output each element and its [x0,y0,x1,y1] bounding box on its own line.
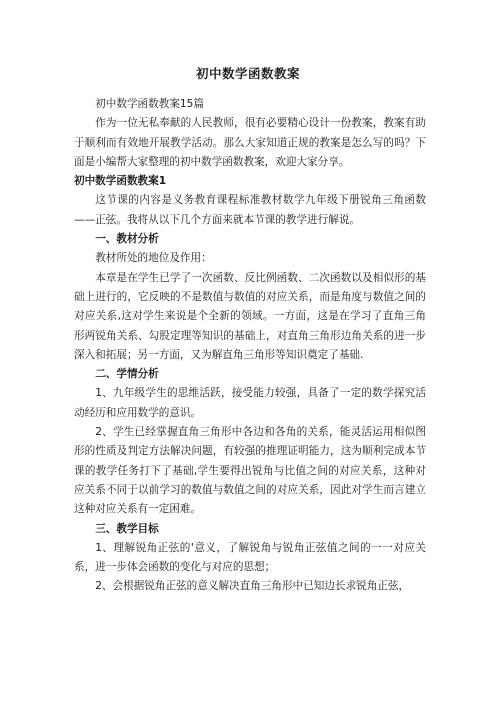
paragraph: 教材所处的地位及作用： [95,252,212,265]
section-heading: 二、学情分析 [95,368,159,381]
paragraph: 1、九年级学生的思维活跃，接受能力较强，具备了一定的数学探究活动经历和应用数学的意识。 [74,387,426,419]
paragraph: 这节课的内容是义务教育课程标准教材数学九年级下册锐角三角函数——正弦。我将从以下几个方面来就本节课的教学进行解说。 [74,194,426,226]
paragraph: 本章是在学生已学了一次函数、反比例函数、二次函数以及相似形的基础上进行的，它反映的不是数值与数值的对应关系，而是角度与数值之间的对应关系,这对学生来说是个全新的领域。一方面，这是在学习了直角三角形两锐角关系、勾股定理等知识的基础上，对直角三角形边角关系的进一步深入和拓展；另一方面，又为解直角三角形等知识奠定了基础. [74,271,426,361]
paragraph: 2、学生已经掌握直角三角形中各边和各角的关系，能灵活运用相似图形的性质及判定方法解决问题，有较强的推理证明能力，这为顺利完成本节课的教学任务打下了基础,学生要得出锐角与比值之间的对应关系，这种对应关系不同于以前学习的数值与数值之间的对应关系，因此对学生而言建立这种对应关系有一定困难。 [74,426,426,516]
paragraph: 1、理解锐角正弦的'意义，了解锐角与锐角正弦值之间的一一对应关系，进一步体会函数的变化与对应的思想； [74,541,426,574]
paragraph: 作为一位无私奉献的人民教师，很有必要精心设计一份教案，教案有助于顺利而有效地开展教学活动。那么大家知道正规的教案是怎么写的吗？下面是小编帮大家整理的初中数学函数教案，欢迎大家分享。 [74,117,426,168]
paragraph: 2、会根据锐角正弦的意义解决直角三角形中已知边长求锐角正弦， [95,580,410,593]
paragraph: 初中数学函数教案15篇 [95,98,205,110]
section-heading: 一、教材分析 [95,233,159,246]
section-heading: 三、教学目标 [95,522,159,535]
page-title: 初中数学函数教案 [195,66,300,81]
section-heading: 初中数学函数教案1 [74,175,167,188]
document-body [74,95,426,597]
